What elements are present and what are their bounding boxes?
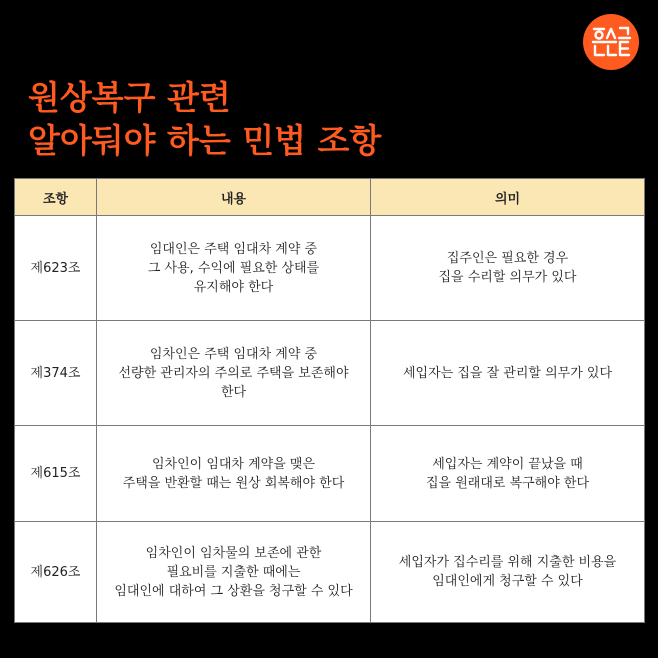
content-cell xyxy=(97,426,371,522)
content-line: 주택을 반환할 때는 원상 회복해야 한다 xyxy=(122,475,345,491)
meaning-line: 세입자는 계약이 끝났을 때 xyxy=(432,456,583,472)
content-line: 임차인이 임차물의 보존에 관한 xyxy=(145,545,322,561)
page-title xyxy=(28,76,381,162)
brand-logo xyxy=(583,14,639,70)
content-cell xyxy=(97,321,371,426)
meaning-cell xyxy=(371,522,645,623)
article-cell: 제626조 xyxy=(15,522,97,623)
meaning-line: 집을 수리할 의무가 있다 xyxy=(438,270,577,285)
content-line: 필요비를 지출한 때에는 xyxy=(166,564,301,580)
table-row xyxy=(15,522,645,623)
title-line-2: 알아둬야 하는 민법 조항 xyxy=(28,121,382,160)
table-header-row xyxy=(15,179,645,216)
table-row xyxy=(15,321,645,426)
meaning-line: 임대인에게 청구할 수 있다 xyxy=(432,574,583,589)
article-cell: 제623조 xyxy=(15,216,97,321)
meaning-line: 집주인은 필요한 경우 xyxy=(446,251,569,266)
meaning-cell xyxy=(371,216,645,321)
content-line: 한다 xyxy=(220,384,247,400)
meaning-line: 세입자가 집수리를 위해 지출한 비용을 xyxy=(398,555,617,570)
content-cell xyxy=(97,216,371,321)
content-line: 선량한 관리자의 주의로 주택을 보존해야 xyxy=(118,365,349,381)
header-content: 내용 xyxy=(97,179,371,216)
meaning-line: 집을 원래대로 복구해야 한다 xyxy=(425,475,590,491)
table-row xyxy=(15,426,645,522)
content-line: 임대인은 주택 임대차 계약 중 xyxy=(149,241,318,257)
meaning-cell xyxy=(371,321,645,426)
content-line: 임대인에 대하여 그 상환을 청구할 수 있다 xyxy=(114,583,353,599)
title-line-1: 원상복구 관련 xyxy=(28,78,231,117)
article-cell: 제615조 xyxy=(15,426,97,522)
content-line: 그 사용, 수익에 필요한 상태를 xyxy=(147,260,320,276)
content-line: 임차인은 주택 임대차 계약 중 xyxy=(149,346,318,362)
table-row xyxy=(15,216,645,321)
article-cell: 제374조 xyxy=(15,321,97,426)
meaning-cell xyxy=(371,426,645,522)
civil-law-table xyxy=(14,178,645,623)
content-cell xyxy=(97,522,371,623)
header-article: 조항 xyxy=(15,179,97,216)
content-line: 유지해야 한다 xyxy=(193,279,274,295)
meaning-line: 세입자는 집을 잘 관리할 의무가 있다 xyxy=(402,365,613,381)
brand-logo-mark xyxy=(583,14,639,70)
content-line: 임차인이 임대차 계약을 맺은 xyxy=(151,456,316,472)
header-meaning: 의미 xyxy=(371,179,645,216)
